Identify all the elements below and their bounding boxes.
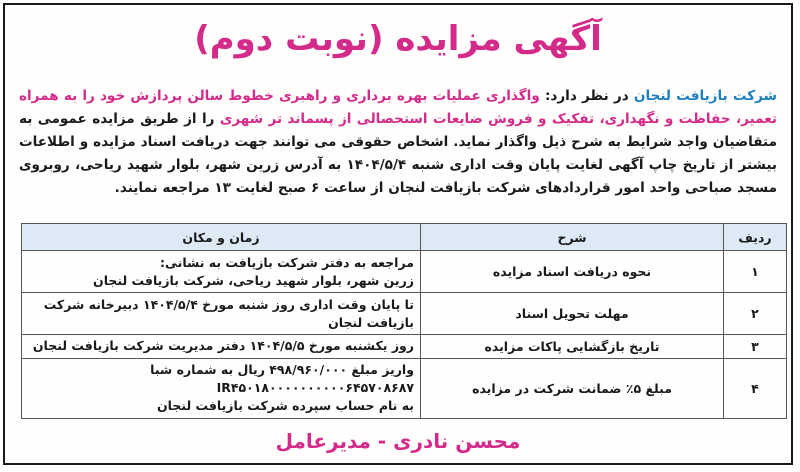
row-description: مهلت تحویل اسناد — [421, 293, 724, 335]
table-row — [22, 358, 787, 418]
signature: محسن نادری - مدیرعامل — [275, 429, 521, 453]
row-time-place — [22, 335, 421, 359]
row-description: تاریخ بازگشایی پاکات مزایده — [421, 335, 724, 359]
row-time-line: روز یکشنبه مورخ ۱۴۰۴/۵/۵ دفتر مدیریت شرکت بازیافت لنجان — [32, 338, 414, 354]
auction-table — [21, 223, 787, 419]
intro-rest: را از طریق مزایده عمومی به متقاضیان واجد شرایط به شرح ذیل واگذار نماید. اشخاص حقوقی می توانند جهت دریافت اسناد مزایده و اطلاعات بیشتر از تاریخ چاپ آگهی لغایت پایان وقت اداری شنبه ۱۴۰۴/۵/۴ به آدرس زرین شهر، بلوار شهید ریاحی، روبروی مسجد صباحی واحد امور قراردادهای شرکت بازیافت لنجان از ساعت ۶ صبح لغایت ۱۳ مراجعه نمایند. — [19, 111, 777, 196]
ad-frame — [3, 3, 793, 465]
intro-paragraph — [19, 85, 777, 200]
page-title: آگهی مزایده (نوبت دوم) — [194, 19, 602, 59]
row-description: مبلغ ۵٪ ضمانت شرکت در مزایده — [421, 358, 724, 418]
row-time-place — [22, 358, 421, 418]
row-time-line: به نام حساب سپرده شرکت بازیافت لنجان — [156, 398, 414, 414]
header-time-place: زمان و مکان — [22, 224, 421, 251]
table-row — [22, 293, 787, 335]
row-time-line: مراجعه به دفتر شرکت بازیافت به نشانی: — [160, 254, 414, 270]
company-name: شرکت بازیافت لنجان — [633, 88, 777, 104]
auction-subject: واگذاری عملیات بهره برداری و راهبری خطوط سالن پردازش خود را به همراه تعمیر، حفاظت و نگهداری، تفکیک و فروش ضایعات استحصالی از پسماند تر شهری — [19, 88, 778, 127]
header-description: شرح — [421, 224, 724, 251]
row-number: ۴ — [724, 358, 787, 418]
row-number: ۱ — [724, 251, 787, 293]
row-number: ۳ — [724, 335, 787, 359]
table-row — [22, 335, 787, 359]
table-header-row — [22, 224, 787, 251]
row-time-place — [22, 293, 421, 335]
row-time-line: زرین شهر، بلوار شهید ریاحی، شرکت بازیافت لنجان — [93, 272, 414, 288]
intro-mid: در نظر دارد: — [539, 88, 634, 104]
row-time-place — [22, 251, 421, 293]
row-description: نحوه دریافت اسناد مزایده — [421, 251, 724, 293]
table-row — [22, 251, 787, 293]
row-time-line: واریز مبلغ ۴۹۸/۹۶۰/۰۰۰ ریال به شماره شبا IR۴۵۰۱۸۰۰۰۰۰۰۰۰۰۰۶۴۵۷۰۸۶۸۷ — [150, 362, 414, 396]
header-row-number: ردیف — [724, 224, 787, 251]
row-time-line: تا پایان وقت اداری روز شنبه مورخ ۱۴۰۴/۵/۴ دبیرخانه شرکت بازیافت لنجان — [43, 296, 414, 330]
row-number: ۲ — [724, 293, 787, 335]
